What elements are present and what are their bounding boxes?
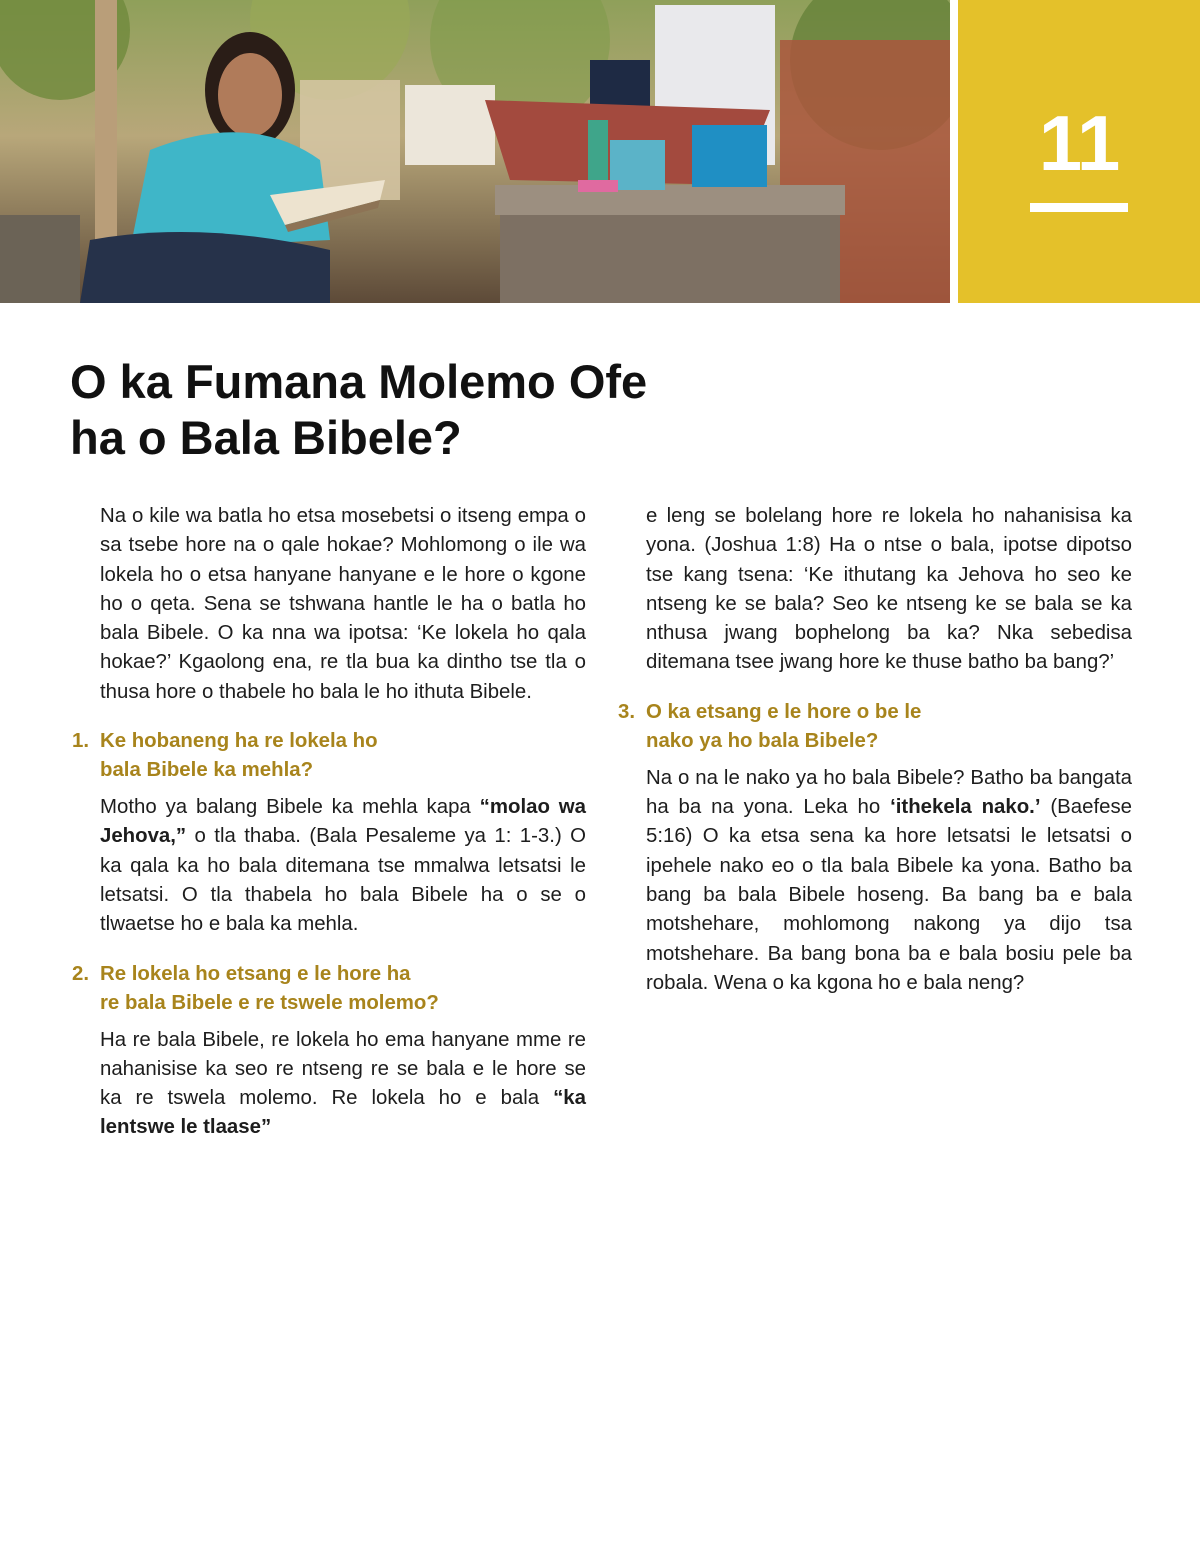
answer-2-paragraph-part-2: e leng se bolelang hore re lokela ho nahanisisa ka yona. (Joshua 1:8) Ha o ntse o bala, ipotse dipotso tse kang tsena: ‘Ke ithutang ka Jehova ho seo ke ntseng ke se bala? Seo ke ntseng ke se bala se ka nthusa jwang bophelong ba ka? Nka sebedisa ditemana tsee jwang hore ke thuse batho ba bang?’ bbox=[646, 505, 1132, 674]
answer-2-paragraph-part-1 bbox=[100, 1026, 586, 1143]
question-1-line-1: Ke hobaneng ha re lokela ho bbox=[100, 730, 378, 753]
answer-3-paragraph bbox=[646, 764, 1132, 998]
intro-paragraph: Na o kile wa batla ho etsa mosebetsi o itseng empa o sa tsebe hore na o qale hokae? Mohlomong o ile wa lokela ho o etsa hanyane hanyane e le hore o kgone ho o qeta. Sena se tshwana hantle le ha o batla ho bala Bibele. O ka nna wa ipotsa: ‘Ke lokela ho qala hokae?’ Kgaolong ena, re tla bua ka dintho tse tla o thusa hore o thabele ho bala le ho ithuta Bibele. bbox=[100, 505, 586, 703]
question-2 bbox=[72, 960, 586, 1018]
lesson-number: 11 bbox=[1038, 99, 1120, 187]
answer-1-bold: “molao wa Jehova,” bbox=[100, 796, 586, 848]
lesson-number-badge bbox=[958, 0, 1200, 303]
answer-1-paragraph bbox=[100, 793, 586, 939]
question-1 bbox=[72, 727, 586, 785]
answer-3-text-a: Na o na le nako ya ho bala Bibele? Batho ba bangata ha ba na yona. Leka ho bbox=[646, 766, 1132, 819]
answer-2-text-a: Ha re bala Bibele, re lokela ho ema hanyane mme re nahanisise ka seo re ntseng re se bala e le hore se ka re tswela molemo. Re lokela ho e bala bbox=[100, 1028, 586, 1110]
question-2-line-1: Re lokela ho etsang e le hore ha bbox=[100, 962, 411, 985]
answer-2-bold: “ka lentswe le tlaase” bbox=[100, 1087, 586, 1139]
answer-3-text-b: (Baefese 5:16) O ka etsa sena ka hore letsatsi le letsatsi o ipehele nako eo o tla bala Bibele ka yona. Batho ba bang ba bala Bibele hoseng. Ba bang ba e bala motshehare, mohlomong nakong ya dijo tsa motshehare. Ba bang bona ba e bala bosiu pele ba robala. Wena o ka kgona ho e bala neng? bbox=[646, 796, 1132, 994]
page-title bbox=[70, 354, 870, 466]
right-column bbox=[618, 502, 1132, 998]
woman-reading-bible-photo bbox=[0, 0, 950, 303]
header-photo bbox=[0, 0, 950, 303]
badge-underline bbox=[1030, 203, 1128, 212]
question-1-number: 1. bbox=[72, 730, 90, 753]
answer-1-text-a: Motho ya balang Bibele ka mehla kapa bbox=[100, 796, 480, 819]
left-column bbox=[72, 502, 586, 1143]
question-3 bbox=[618, 698, 1132, 756]
page-title-line-1: O ka Fumana Molemo Ofe bbox=[70, 355, 648, 408]
question-3-line-2: nako ya ho bala Bibele? bbox=[646, 729, 879, 752]
question-1-line-2: bala Bibele ka mehla? bbox=[100, 759, 314, 782]
question-2-number: 2. bbox=[72, 962, 90, 985]
page-title-line-2: ha o Bala Bibele? bbox=[70, 411, 462, 464]
question-3-number: 3. bbox=[618, 700, 636, 723]
question-2-line-2: re bala Bibele e re tswele molemo? bbox=[100, 991, 439, 1014]
question-3-line-1: O ka etsang e le hore o be le bbox=[646, 700, 922, 723]
answer-1-text-b: o tla thaba. (Bala Pesaleme ya 1: 1-3.) O ka qala ka ho bala ditemana tse mmalwa letsatsi le letsatsi. O tla thabela ho bala Bibele ha o se o tlwaetse ho e bala ka mehla. bbox=[100, 825, 586, 936]
answer-3-bold: ‘ithekela nako.’ bbox=[890, 796, 1041, 819]
